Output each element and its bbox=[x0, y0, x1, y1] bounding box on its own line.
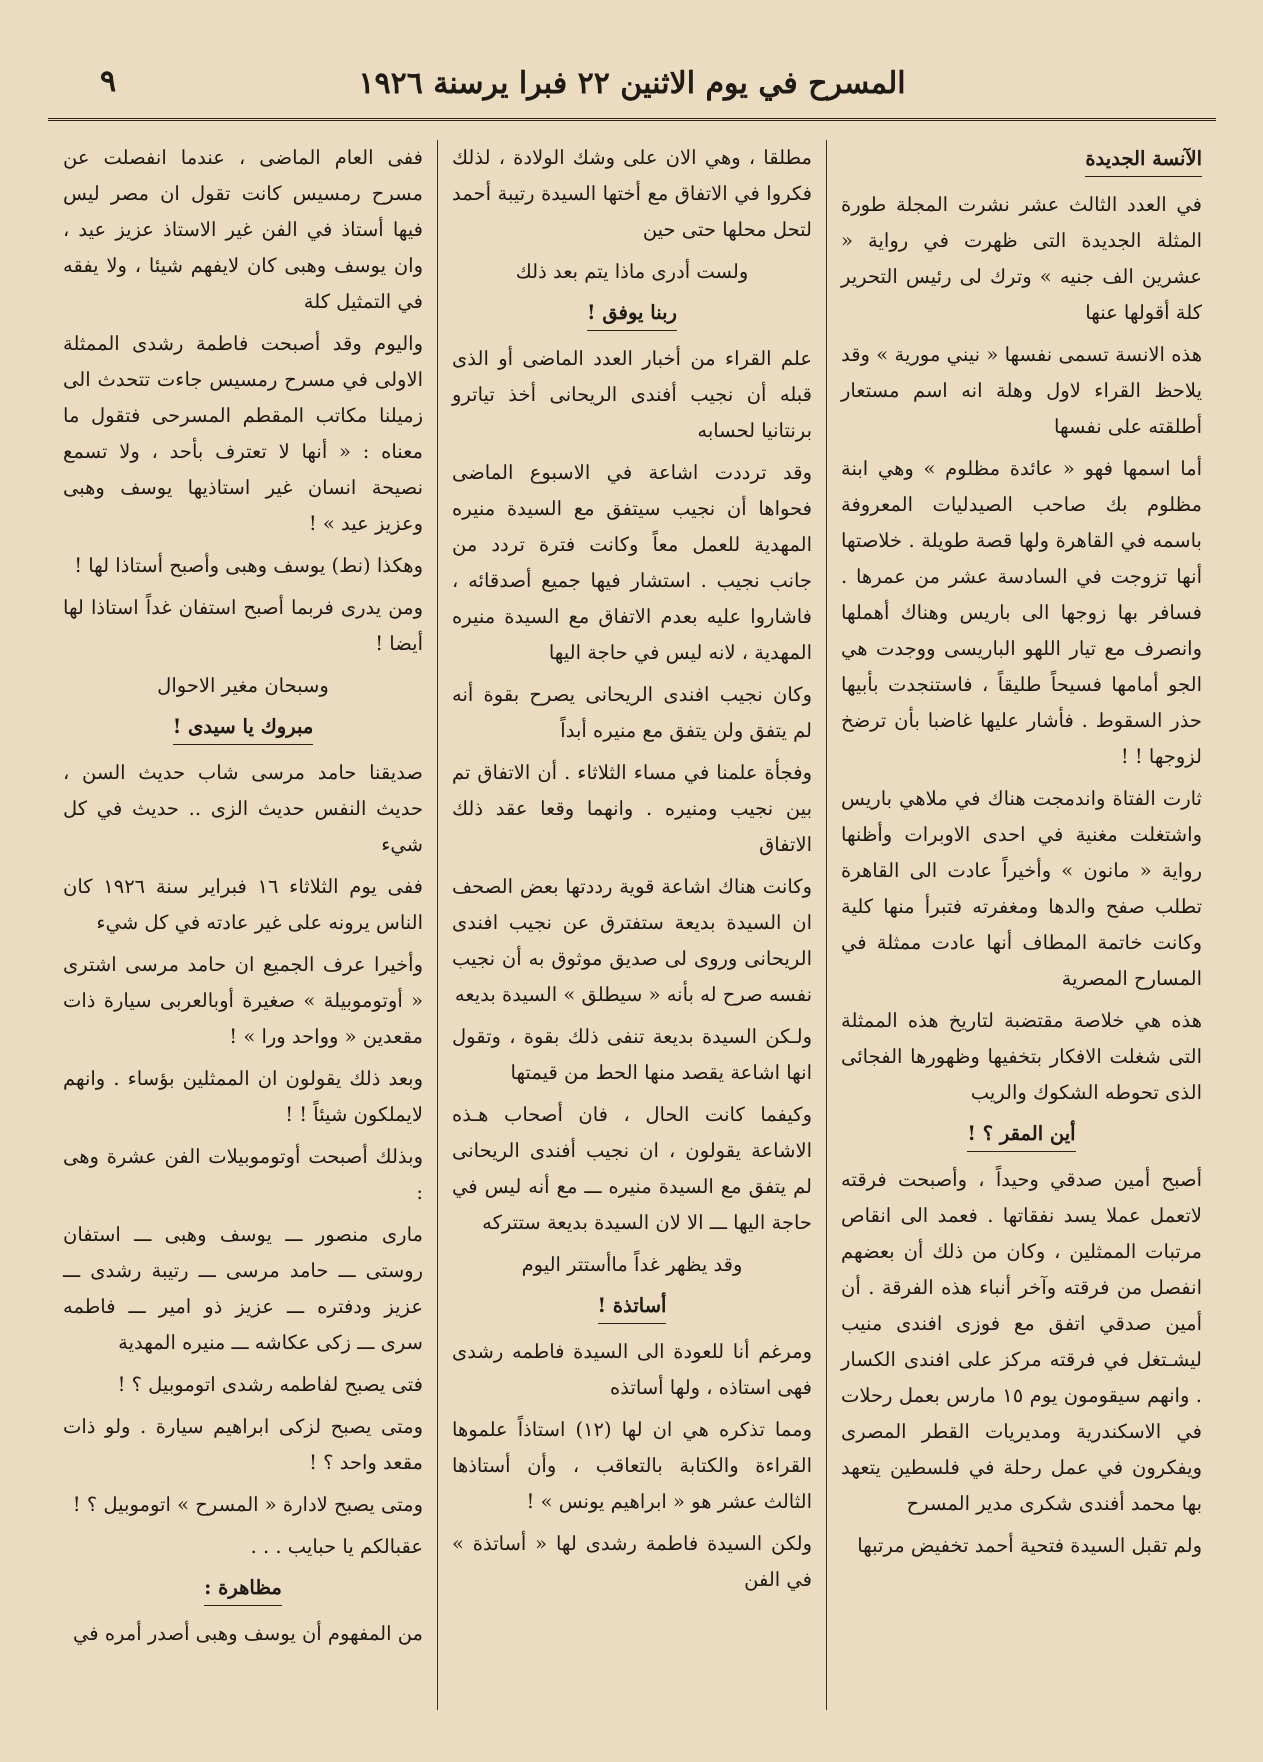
article-heading: مظاهرة : bbox=[204, 1571, 282, 1606]
column-left bbox=[49, 140, 438, 1710]
paragraph: ومما تذكره هي ان لها (١٢) استاذاً علموها القراءة والكتابة بالتعاقب ، وأن أستاذها الثالث عشر هو « ابراهيم يونس » ! bbox=[452, 1418, 813, 1513]
paragraph: علم القراء من أخبار العدد الماضى أو الذى قبله أن نجيب أفندى الريحانى أخذ تياترو برنتانيا لحسابه bbox=[452, 347, 812, 442]
paragraph: أما اسمها فهو « عائدة مظلوم » وهي ابنة مظلوم بك صاحب الصيدليات المعروفة باسمه في القاهرة ولها قصة طويلة . خلاصتها أنها تزوجت في السادسة عشر من عمرها . فسافر بها زوجها الى باريس وهناك أهملها وانصرف مع تيار اللهو الباريسى ووجدت هي الجو أمامها فسيحاً طليقاً ، فاستنجدت بأبيها حذر السقوط . فأشار عليها غاضبا بأن ترضخ لزوجها ! ! bbox=[841, 457, 1202, 768]
article-heading: أين المقر ؟ ! bbox=[967, 1117, 1075, 1152]
article-heading: أساتذة ! bbox=[598, 1289, 667, 1324]
paragraph: وأخيرا عرف الجميع ان حامد مرسى اشترى « أوتوموبيلة » صغيرة أوبالعربى سيارة ذات مقعدين « وواحد ورا » ! bbox=[63, 953, 423, 1048]
paragraph: وبذلك أصبحت أوتوموبيلات الفن عشرة وهى : bbox=[63, 1145, 423, 1204]
paragraph: مارى منصور ـــ يوسف وهبى ـــ استفان روستى ـــ حامد مرسى ـــ رتيبة رشدى ـــ عزيز ودفتره ـــ عزيز ذو امير ـــ فاطمه سرى ـــ زكى عكاشه ـــ منيره المهدية bbox=[63, 1223, 423, 1354]
newspaper-page bbox=[48, 58, 1216, 1710]
paragraph: ففى يوم الثلاثاء ١٦ فبراير سنة ١٩٢٦ كان الناس يرونه على غير عادته في كل شيء bbox=[63, 875, 424, 934]
paragraph: في العدد الثالث عشر نشرت المجلة طورة المثلة الجديدة التى ظهرت في رواية « عشرين الف جنيه » وترك لى رئيس التحرير كلة أقولها عنها bbox=[841, 193, 1202, 324]
article-heading: ربنا يوفق ! bbox=[587, 296, 677, 331]
paragraph: ولـكن السيدة بديعة تنفى ذلك بقوة ، وتقول انها اشاعة يقصد منها الحط من قيمتها bbox=[452, 1025, 812, 1084]
paragraph: ثارت الفتاة واندمجت هناك في ملاهي باريس واشتغلت مغنية في احدى الاوبرات وأظنها رواية « مانون » وأخيراً عادت الى القاهرة تطلب صفح والدها ومغفرته فتبرأ منها كلية وكانت خاتمة المطاف أنها عادت ممثلة في المسارح المصرية bbox=[841, 787, 1202, 990]
paragraph: ولم تقبل السيدة فتحية أحمد تخفيض مرتبها bbox=[857, 1534, 1202, 1557]
paragraph: ولست أدرى ماذا يتم بعد ذلك bbox=[515, 260, 749, 283]
paragraph: من المفهوم أن يوسف وهبى أصدر أمره في bbox=[73, 1622, 423, 1645]
paragraph: ومن يدرى فربما أصبح استفان غداً استاذا لها أيضا ! bbox=[63, 596, 423, 655]
paragraph: وفجأة علمنا في مساء الثلاثاء . أن الاتفاق تم بين نجيب ومنيره . وانهما وقعا عقد ذلك الاتفاق bbox=[452, 761, 812, 856]
paragraph: ومتى يصبح لادارة « المسرح » اتوموبيل ؟ ! bbox=[72, 1493, 423, 1516]
paragraph: مطلقا ، وهي الان على وشك الولادة ، لذلك فكروا في الاتفاق مع أختها السيدة رتيبة أحمد لتحل محلها حتى حين bbox=[452, 146, 812, 241]
paragraph: وقد يظهر غداً ماأستتر اليوم bbox=[521, 1253, 743, 1276]
paragraph: وسبحان مغير الاحوال bbox=[157, 674, 329, 697]
paragraph: وكيفما كانت الحال ، فان أصحاب هـذه الاشاعة يقولون ، ان نجيب أفندى الريحانى لم يتفق مع السيدة منيره ـــ مع أنه ليس في حاجة اليها ـــ الا لان السيدة بديعة ستتركه bbox=[452, 1103, 812, 1234]
paragraph: وقد ترددت اشاعة في الاسبوع الماضى فحواها أن نجيب سيتفق مع السيدة منيره المهدية للعمل معاً وكانت فترة تردد من جانب نجيب . استشار فيها جميع أصدقائه ، فاشاروا عليه بعدم الاتفاق مع السيدة منيره المهدية ، لانه ليس في حاجة اليها bbox=[452, 461, 812, 664]
paragraph: هذه هي خلاصة مقتضبة لتاريخ هذه الممثلة التى شغلت الافكار بتخفيها وظهورها الفجائى الذى تحوطه الشكوك والريب bbox=[841, 1009, 1202, 1104]
article-heading: مبروك يا سيدى ! bbox=[173, 710, 314, 745]
paragraph: وهكذا (نط) يوسف وهبى وأصبح أستاذا لها ! bbox=[74, 554, 423, 577]
paragraph: أصبح أمين صدقي وحيداً ، وأصبحت فرقته لاتعمل عملا يسد نفقاتها . فعمد الى انقاص مرتبات الممثلين ، وكان من ذلك أن بعضهم انفصل من فرقته وآخر أنباء هذه الفرقة . أن أمين صدقي اتفق مع فوزى افندى منيب ليشـتغل في فرقته مركز على افندى الكسار . وانهم سيقومون يوم ١٥ مارس بعمل رحلات في الاسكندرية ومديريات القطر المصرى ويفكرون في عمل رحلة في فلسطين يتعهد بها محمد أفندى شكرى مدير المسرح bbox=[841, 1168, 1203, 1515]
paragraph: ومتى يصبح لزكى ابراهيم سيارة . ولو ذات مقعد واحد ؟ ! bbox=[63, 1415, 423, 1474]
paragraph: وبعد ذلك يقولون ان الممثلين بؤساء . وانهم لايملكون شيئاً ! ! bbox=[63, 1067, 423, 1126]
paragraph: وكان نجيب افندى الريحانى يصرح بقوة أنه لم يتفق ولن يتفق مع منيره أبداً bbox=[452, 683, 812, 742]
paragraph: هذه الانسة تسمى نفسها « نيني مورية » وقد يلاحظ القراء لاول وهلة انه اسم مستعار أطلقته على نفسها bbox=[841, 343, 1202, 438]
column-middle bbox=[438, 140, 827, 1710]
paragraph: واليوم وقد أصبحت فاطمة رشدى الممثلة الاولى في مسرح رمسيس جاءت تتحدث الى زميلنا مكاتب المقطم المسرحى فتقول ما معناه : « أنها لا تعترف بأحد ، ولا تسمع نصيحة انسان غير استاذيها يوسف وهبى وعزيز عيد » ! bbox=[63, 332, 423, 535]
article-columns bbox=[48, 140, 1216, 1710]
paragraph: عقبالكم يا حبايب . . . bbox=[250, 1535, 423, 1558]
paragraph: فتى يصبح لفاطمه رشدى اتوموبيل ؟ ! bbox=[117, 1373, 423, 1396]
column-right bbox=[827, 140, 1216, 1710]
paragraph: وكانت هناك اشاعة قوية رددتها بعض الصحف ان السيدة بديعة ستفترق عن نجيب افندى الريحانى وروى لى صديق موثوق به أن نجيب نفسه صرح له بأنه « سيطلق » السيدة بديعه bbox=[452, 875, 812, 1006]
paragraph: صديقنا حامد مرسى شاب حديث السن ، حديث النفس حديث الزى .. حديث في كل شيء bbox=[63, 761, 423, 856]
page-number: ٩ bbox=[100, 64, 117, 99]
paragraph: ولكن السيدة فاطمة رشدى لها « أساتذة » في الفن bbox=[452, 1532, 812, 1591]
page-header bbox=[48, 58, 1216, 121]
paragraph: ففى العام الماضى ، عندما انفصلت عن مسرح رمسيس كانت تقول ان مصر ليس فيها أستاذ في الفن غير الاستاذ عزيز عيد ، وان يوسف وهبى كان لايفهم شيئا ، ولا يفقه في التمثيل كلة bbox=[63, 146, 423, 313]
article-heading: الآنسة الجديدة bbox=[1085, 142, 1202, 177]
header-title: المسرح في يوم الاثنين ٢٢ فبرا يرسنة ١٩٢٦ bbox=[358, 66, 906, 101]
paragraph: ومرغم أنا للعودة الى السيدة فاطمه رشدى فهى استاذه ، ولها أساتذه bbox=[452, 1340, 812, 1399]
